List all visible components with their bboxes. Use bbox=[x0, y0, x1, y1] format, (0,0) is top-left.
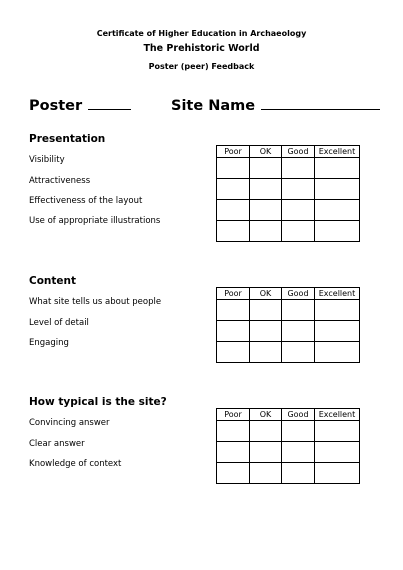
rating-cell[interactable] bbox=[250, 342, 282, 363]
rating-cell[interactable] bbox=[217, 421, 250, 442]
rating-row bbox=[217, 321, 360, 342]
rating-cell[interactable] bbox=[282, 300, 315, 321]
course-title: Certificate of Higher Education in Archaeology bbox=[96, 29, 307, 38]
rating-cell[interactable] bbox=[282, 442, 315, 463]
rating-cell[interactable] bbox=[282, 342, 315, 363]
rating-header-row bbox=[217, 409, 360, 421]
section-title-typicality: How typical is the site? bbox=[29, 396, 167, 408]
rating-cell[interactable] bbox=[315, 300, 360, 321]
criterion-visibility: Visibility bbox=[29, 155, 65, 165]
section-title-presentation: Presentation bbox=[29, 133, 106, 145]
rating-cell[interactable] bbox=[250, 221, 282, 242]
rating-cell[interactable] bbox=[282, 463, 315, 484]
rating-cell[interactable] bbox=[217, 321, 250, 342]
rating-cell[interactable] bbox=[217, 221, 250, 242]
site-name-label: Site Name bbox=[171, 98, 256, 114]
rating-header-row bbox=[217, 288, 360, 300]
rating-row bbox=[217, 200, 360, 221]
rating-cell[interactable] bbox=[217, 179, 250, 200]
rating-cell[interactable] bbox=[217, 200, 250, 221]
section-title-content: Content bbox=[29, 275, 77, 287]
rating-row bbox=[217, 421, 360, 442]
criterion-illustrations: Use of appropriate illustrations bbox=[29, 216, 161, 226]
rating-cell[interactable] bbox=[250, 421, 282, 442]
rating-cell[interactable] bbox=[217, 463, 250, 484]
rating-cell[interactable] bbox=[282, 200, 315, 221]
site-name-field bbox=[171, 95, 380, 114]
rating-row bbox=[217, 158, 360, 179]
rating-cell[interactable] bbox=[315, 442, 360, 463]
rating-row bbox=[217, 342, 360, 363]
rating-row bbox=[217, 179, 360, 200]
rating-col-ok: OK bbox=[250, 409, 282, 421]
rating-row bbox=[217, 463, 360, 484]
rating-row bbox=[217, 300, 360, 321]
criterion-detail: Level of detail bbox=[29, 318, 89, 328]
form-title: Poster (peer) Feedback bbox=[148, 62, 255, 71]
criterion-clear: Clear answer bbox=[29, 439, 85, 449]
rating-cell[interactable] bbox=[282, 321, 315, 342]
rating-header-row bbox=[217, 146, 360, 158]
rating-cell[interactable] bbox=[315, 421, 360, 442]
rating-cell[interactable] bbox=[217, 342, 250, 363]
rating-cell[interactable] bbox=[315, 221, 360, 242]
module-title: The Prehistoric World bbox=[143, 43, 260, 54]
poster-label: Poster bbox=[29, 98, 83, 114]
rating-cell[interactable] bbox=[250, 463, 282, 484]
rating-cell[interactable] bbox=[315, 200, 360, 221]
rating-cell[interactable] bbox=[250, 300, 282, 321]
rating-cell[interactable] bbox=[250, 321, 282, 342]
rating-cell[interactable] bbox=[250, 200, 282, 221]
rating-col-ok: OK bbox=[250, 146, 282, 158]
rating-cell[interactable] bbox=[315, 342, 360, 363]
rating-col-poor: Poor bbox=[217, 409, 250, 421]
rating-cell[interactable] bbox=[282, 221, 315, 242]
rating-cell[interactable] bbox=[250, 179, 282, 200]
poster-blank[interactable] bbox=[88, 95, 131, 110]
rating-col-excellent: Excellent bbox=[315, 288, 360, 300]
rating-cell[interactable] bbox=[217, 158, 250, 179]
rating-col-poor: Poor bbox=[217, 288, 250, 300]
rating-row bbox=[217, 221, 360, 242]
criterion-attractiveness: Attractiveness bbox=[29, 176, 91, 186]
rating-cell[interactable] bbox=[315, 321, 360, 342]
criterion-site-people: What site tells us about people bbox=[29, 297, 162, 307]
rating-col-poor: Poor bbox=[217, 146, 250, 158]
rating-col-good: Good bbox=[282, 288, 315, 300]
rating-cell[interactable] bbox=[250, 158, 282, 179]
rating-col-excellent: Excellent bbox=[315, 409, 360, 421]
rating-table-presentation bbox=[216, 145, 360, 242]
rating-cell[interactable] bbox=[315, 463, 360, 484]
rating-cell[interactable] bbox=[315, 179, 360, 200]
criterion-convincing: Convincing answer bbox=[29, 418, 110, 428]
rating-cell[interactable] bbox=[217, 300, 250, 321]
criterion-layout: Effectiveness of the layout bbox=[29, 196, 143, 206]
rating-cell[interactable] bbox=[282, 421, 315, 442]
poster-field bbox=[29, 95, 131, 114]
rating-table-typicality bbox=[216, 408, 360, 484]
rating-cell[interactable] bbox=[315, 158, 360, 179]
criterion-context: Knowledge of context bbox=[29, 459, 122, 469]
rating-col-good: Good bbox=[282, 146, 315, 158]
criterion-engaging: Engaging bbox=[29, 338, 69, 348]
rating-cell[interactable] bbox=[282, 158, 315, 179]
rating-cell[interactable] bbox=[250, 442, 282, 463]
rating-cell[interactable] bbox=[282, 179, 315, 200]
rating-table-content bbox=[216, 287, 360, 363]
rating-col-excellent: Excellent bbox=[315, 146, 360, 158]
rating-cell[interactable] bbox=[217, 442, 250, 463]
rating-row bbox=[217, 442, 360, 463]
rating-col-good: Good bbox=[282, 409, 315, 421]
rating-col-ok: OK bbox=[250, 288, 282, 300]
site-name-blank[interactable] bbox=[261, 95, 380, 110]
